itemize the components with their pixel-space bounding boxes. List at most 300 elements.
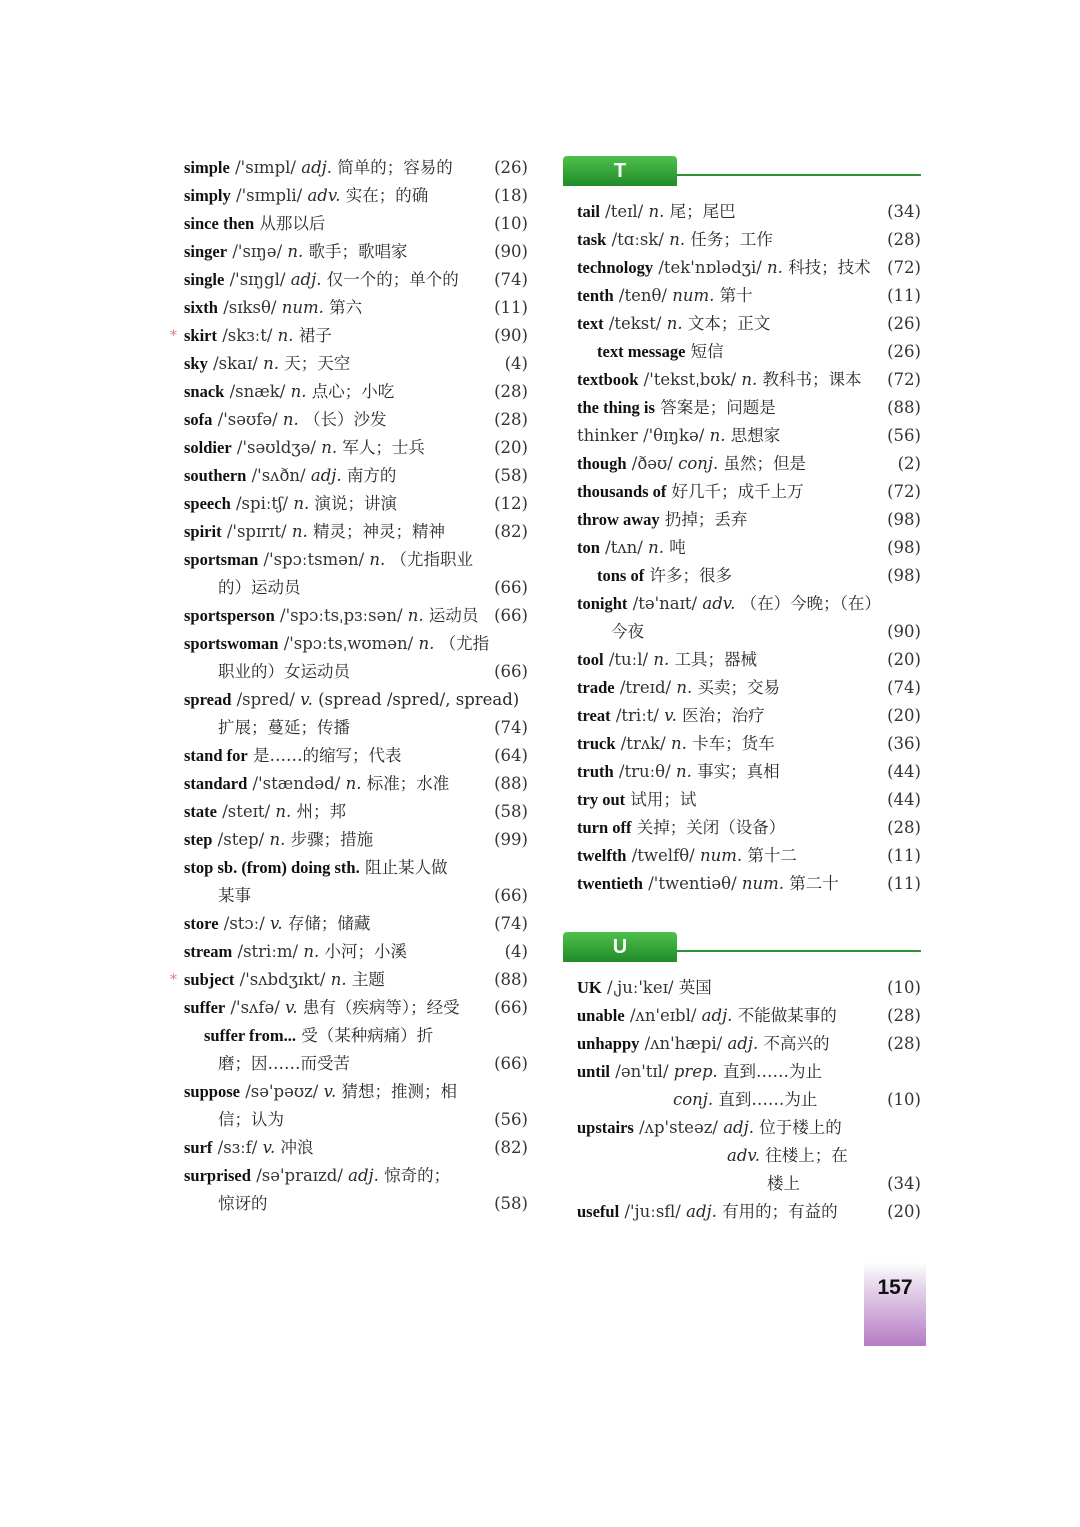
entry-text (577, 366, 862, 394)
unit-reference: (98) (887, 510, 921, 529)
unit-reference: (74) (494, 914, 528, 933)
part-of-speech: v. (285, 998, 298, 1017)
definition: 存储；储藏 (287, 914, 371, 933)
entry-text (184, 1190, 268, 1218)
definition: 直到……为止 (718, 1090, 818, 1109)
entry-text (577, 870, 839, 898)
unit-reference: (88) (887, 398, 921, 417)
phonetic: /'səʊldʒə/ (236, 438, 316, 457)
unit-reference: (90) (494, 326, 528, 345)
unit-reference: (72) (887, 258, 921, 277)
right-u-entry (563, 1114, 921, 1142)
entry-text (184, 966, 385, 994)
right-t-entry (563, 450, 921, 478)
unit-reference: (28) (494, 382, 528, 401)
definition: 精灵；神灵；精神 (312, 522, 445, 541)
left-entry (170, 1190, 528, 1218)
definition: 卡车；货车 (692, 734, 775, 753)
definition: 位于楼上的 (759, 1118, 842, 1137)
right-u-entry (563, 1002, 921, 1030)
left-entry (170, 714, 528, 742)
section-letter: T (563, 156, 677, 186)
right-t-entry (563, 758, 921, 786)
part-of-speech: adv. (727, 1146, 761, 1165)
part-of-speech: v. (300, 690, 313, 709)
headword: suffer (184, 998, 226, 1017)
entry-text (577, 730, 775, 758)
unit-reference: (20) (887, 650, 921, 669)
phonetic: /step/ (217, 830, 265, 849)
left-entry (170, 266, 528, 294)
definition: 患有（疾病等）；经受 (302, 998, 460, 1017)
phonetic: /tek'nɒlədʒi/ (658, 258, 762, 277)
unit-reference: (12) (494, 494, 528, 513)
definition: 南方的 (346, 466, 397, 485)
entry-text (184, 770, 449, 798)
headword: try out (577, 790, 626, 809)
unit-reference: (28) (887, 1006, 921, 1025)
asterisk-icon: * (170, 328, 177, 344)
part-of-speech: n. (676, 678, 693, 697)
unit-reference: (90) (494, 242, 528, 261)
headword: turn off (577, 818, 632, 837)
left-entry (170, 770, 528, 798)
unit-reference: (34) (887, 1174, 921, 1193)
right-t-entry (563, 338, 921, 366)
entry-text (577, 786, 696, 814)
left-entry (170, 294, 528, 322)
unit-reference: (56) (887, 426, 921, 445)
left-entry (170, 322, 528, 350)
phonetic: /'sʌfə/ (230, 998, 280, 1017)
entry-text (577, 646, 757, 674)
definition: 关掉；关闭（设备） (636, 818, 786, 837)
phonetic: /sə'pəʊz/ (245, 1082, 319, 1101)
headword: sportsman (184, 550, 259, 569)
right-t-entry (563, 478, 921, 506)
section-rule (673, 950, 921, 952)
headword: unhappy (577, 1034, 640, 1053)
entry-text (184, 854, 447, 882)
entry-text (184, 1050, 350, 1078)
phonetic: /'spɪrɪt/ (226, 522, 287, 541)
phonetic: /'sʌðn/ (251, 466, 306, 485)
headword: unable (577, 1006, 625, 1025)
phonetic: /tɑːsk/ (611, 230, 664, 249)
definition: 是……的缩写；代表 (252, 746, 402, 765)
entry-text (184, 210, 325, 238)
headword: text (577, 314, 604, 333)
unit-reference: (10) (494, 214, 528, 233)
phonetic: /ˌjuː'keɪ/ (607, 978, 674, 997)
right-t-entry (563, 842, 921, 870)
definition: 往楼上；在 (765, 1146, 848, 1165)
entry-text (184, 490, 397, 518)
phonetic: /'twentiəθ/ (648, 874, 737, 893)
unit-reference: (44) (887, 762, 921, 781)
headword: soldier (184, 438, 232, 457)
unit-reference: (2) (897, 454, 921, 473)
headword: standard (184, 774, 248, 793)
unit-reference: (36) (887, 734, 921, 753)
unit-reference: (10) (887, 978, 921, 997)
definition: 第十二 (747, 846, 797, 865)
entry-text (577, 338, 724, 366)
unit-reference: (11) (887, 874, 921, 893)
part-of-speech: adv. (307, 186, 341, 205)
phonetic: /ʌn'hæpi/ (644, 1034, 723, 1053)
entry-text (577, 1198, 838, 1226)
headword: truth (577, 762, 614, 781)
unit-reference: (10) (887, 1090, 921, 1109)
definition: 楼上 (767, 1174, 800, 1193)
phonetic: /tə'naɪt/ (632, 594, 698, 613)
unit-reference: (28) (887, 818, 921, 837)
headword: text message (597, 342, 686, 361)
unit-reference: (66) (494, 606, 528, 625)
definition: 答案是；问题是 (660, 398, 776, 417)
entry-text (184, 1106, 284, 1134)
part-of-speech: adj. (723, 1118, 754, 1137)
headword: since then (184, 214, 255, 233)
left-entry (170, 462, 528, 490)
entry-text (184, 798, 346, 826)
phonetic: /sɪksθ/ (223, 298, 277, 317)
definition: 主题 (351, 970, 385, 989)
entry-text (184, 462, 396, 490)
entry-text (184, 350, 350, 378)
left-entry (170, 378, 528, 406)
definition: （长）沙发 (304, 410, 387, 429)
headword: task (577, 230, 607, 249)
entry-text (577, 842, 797, 870)
unit-reference: (4) (504, 942, 528, 961)
unit-reference: (28) (494, 410, 528, 429)
entry-text (577, 758, 780, 786)
definition: 尾；尾巴 (669, 202, 736, 221)
part-of-speech: n. (282, 410, 299, 429)
headword: sky (184, 354, 208, 373)
phonetic: /spiːtʃ/ (236, 494, 289, 513)
right-t-entry (563, 618, 921, 646)
left-entry (170, 490, 528, 518)
definition: 信；认为 (218, 1110, 284, 1129)
headword: UK (577, 978, 602, 997)
left-entry (170, 882, 528, 910)
section-rule (673, 174, 921, 176)
headword: single (184, 270, 225, 289)
headword: ton (577, 538, 600, 557)
unit-reference: (26) (887, 342, 921, 361)
entry-text (184, 294, 362, 322)
unit-reference: (66) (494, 662, 528, 681)
part-of-speech: n. (418, 634, 435, 653)
part-of-speech: n. (369, 550, 386, 569)
unit-reference: (11) (887, 846, 921, 865)
headword: stand for (184, 746, 248, 765)
unit-reference: (56) (494, 1110, 528, 1129)
headword: though (577, 454, 627, 473)
left-entry (170, 546, 528, 574)
headword: southern (184, 466, 247, 485)
definition: 今夜 (611, 622, 644, 641)
right-t-entry (563, 226, 921, 254)
left-entry (170, 154, 528, 182)
definition: 第二十 (789, 874, 839, 893)
entry-text (577, 282, 753, 310)
entry-text (184, 714, 350, 742)
headword: state (184, 802, 217, 821)
definition: 有用的；有益的 (722, 1202, 838, 1221)
phonetic: /steɪt/ (222, 802, 271, 821)
unit-reference: (88) (494, 970, 528, 989)
entry-text (184, 630, 489, 658)
unit-reference: (20) (887, 706, 921, 725)
definition: 磨；因……而受苦 (218, 1054, 350, 1073)
part-of-speech: n. (669, 230, 686, 249)
headword: suffer from... (204, 1026, 296, 1045)
entry-text (577, 394, 776, 422)
part-of-speech: n. (675, 762, 692, 781)
part-of-speech: adj. (348, 1166, 379, 1185)
unit-reference: (99) (494, 830, 528, 849)
definition: 惊奇的； (384, 1166, 451, 1185)
definition: （尤指 (439, 634, 490, 653)
phonetic: /ən'tɪl/ (615, 1062, 669, 1081)
right-t-entry (563, 254, 921, 282)
headword: sofa (184, 410, 213, 429)
headword: simple (184, 158, 230, 177)
right-u-entry (563, 1170, 921, 1198)
definition: 运动员 (428, 606, 479, 625)
definition: 猜想；推测；相 (341, 1082, 457, 1101)
headword: tail (577, 202, 600, 221)
section-letter: U (563, 932, 677, 962)
definition: 工具；器械 (674, 650, 757, 669)
part-of-speech: n. (709, 426, 726, 445)
entry-text (577, 478, 804, 506)
entry-text (577, 1030, 829, 1058)
part-of-speech: conj. (678, 454, 719, 473)
entry-text (184, 1162, 450, 1190)
left-entry (170, 1106, 528, 1134)
definition: 小河；小溪 (324, 942, 407, 961)
phonetic: /'spɔːtsˌpɜːsən/ (280, 606, 403, 625)
unit-reference: (74) (494, 718, 528, 737)
right-u-entry (563, 1030, 921, 1058)
part-of-speech: num. (741, 874, 785, 893)
definition: 科技；技术 (788, 258, 871, 277)
entry-text (577, 254, 871, 282)
part-of-speech: num. (281, 298, 324, 317)
unit-reference: (20) (494, 438, 528, 457)
definition: 冲浪 (280, 1138, 314, 1157)
part-of-speech: adj. (701, 1006, 733, 1025)
entry-text (577, 1142, 848, 1170)
entry-text (577, 534, 686, 562)
entry-text (184, 938, 407, 966)
definition: （尤指职业 (390, 550, 474, 569)
right-u-entry (563, 1058, 921, 1086)
unit-reference: (72) (887, 370, 921, 389)
headword: the thing is (577, 398, 655, 417)
entry-text (577, 310, 770, 338)
left-entry (170, 602, 528, 630)
part-of-speech: n. (290, 382, 307, 401)
entry-text (577, 618, 644, 646)
entry-text (577, 226, 773, 254)
unit-reference: (66) (494, 886, 528, 905)
definition: 虽然；但是 (723, 454, 807, 473)
definition: 惊讶的 (218, 1194, 268, 1213)
definition: (spread /spred/, spread) (318, 690, 520, 709)
entry-text (577, 1170, 800, 1198)
phonetic: /truːθ/ (618, 762, 671, 781)
left-entry (170, 994, 528, 1022)
right-t-entry (563, 786, 921, 814)
part-of-speech: n. (648, 202, 665, 221)
part-of-speech: v. (270, 914, 283, 933)
right-t-entry (563, 394, 921, 422)
entry-text (184, 658, 350, 686)
headword: spirit (184, 522, 222, 541)
left-entry (170, 798, 528, 826)
unit-reference: (64) (494, 746, 528, 765)
unit-reference: (66) (494, 1054, 528, 1073)
headword: twelfth (577, 846, 627, 865)
headword: upstairs (577, 1118, 634, 1137)
entry-text (184, 434, 425, 462)
entry-text (577, 814, 785, 842)
definition: 英国 (678, 978, 712, 997)
headword: tool (577, 650, 604, 669)
headword: sportsperson (184, 606, 275, 625)
entry-text (184, 1078, 457, 1106)
right-u-entry (563, 1086, 921, 1114)
left-entry (170, 686, 528, 714)
part-of-speech: n. (321, 438, 338, 457)
entry-text (577, 506, 747, 534)
definition: 吨 (669, 538, 686, 557)
part-of-speech: n. (287, 242, 304, 261)
definition: 第六 (329, 298, 363, 317)
left-entry (170, 1050, 528, 1078)
part-of-speech: adv. (702, 594, 736, 613)
part-of-speech: n. (275, 802, 292, 821)
unit-reference: (58) (494, 1194, 528, 1213)
right-t-entry (563, 674, 921, 702)
phonetic: /tenθ/ (618, 286, 667, 305)
definition: 歌手；歌唱家 (308, 242, 408, 261)
definition: 好几千；成千上万 (671, 482, 804, 501)
entry-text (184, 518, 445, 546)
phonetic: /'stændəd/ (252, 774, 341, 793)
part-of-speech: adj. (686, 1202, 717, 1221)
right-t-entry (563, 506, 921, 534)
right-t-entry (563, 562, 921, 590)
headword: useful (577, 1202, 620, 1221)
entry-text (184, 1022, 433, 1050)
entry-text (184, 826, 373, 854)
definition: 教科书；课本 (762, 370, 862, 389)
headword: surf (184, 1138, 213, 1157)
entry-text (184, 686, 519, 714)
left-entry (170, 938, 528, 966)
left-entry (170, 518, 528, 546)
left-entry (170, 406, 528, 434)
part-of-speech: v. (323, 1082, 337, 1101)
unit-reference: (58) (494, 466, 528, 485)
entry-text (184, 378, 394, 406)
right-t-entry (563, 198, 921, 226)
section-t-header (563, 156, 921, 186)
phonetic: /tekst/ (608, 314, 662, 333)
definition: 演说；讲演 (314, 494, 397, 513)
phonetic: /ʌn'eɪbl/ (629, 1006, 697, 1025)
definition: 第十 (719, 286, 753, 305)
definition: 直到……为止 (723, 1062, 823, 1081)
left-entry (170, 910, 528, 938)
entry-text (184, 910, 370, 938)
unit-reference: (28) (887, 1034, 921, 1053)
definition: 职业的）女运动员 (218, 662, 350, 681)
unit-reference: (44) (887, 790, 921, 809)
phonetic: /sə'praɪzd/ (256, 1166, 343, 1185)
phonetic: /'sɪŋə/ (232, 242, 283, 261)
phonetic: /triːt/ (615, 706, 659, 725)
part-of-speech: n. (277, 326, 294, 345)
part-of-speech: v. (262, 1138, 276, 1157)
phonetic: /skɜːt/ (222, 326, 273, 345)
part-of-speech: adj. (310, 466, 342, 485)
headword: snack (184, 382, 225, 401)
definition: 短信 (690, 342, 724, 361)
headword: technology (577, 258, 654, 277)
headword: stream (184, 942, 233, 961)
part-of-speech: n. (653, 650, 670, 669)
entry-text (184, 602, 478, 630)
entry-text (577, 1086, 817, 1114)
part-of-speech: n. (767, 258, 783, 277)
part-of-speech: n. (293, 494, 310, 513)
unit-reference: (26) (887, 314, 921, 333)
definition: 受（某种病痛）折 (301, 1026, 434, 1045)
headword: throw away (577, 510, 660, 529)
entry-text (184, 266, 459, 294)
entry-text (577, 1002, 837, 1030)
entry-text (184, 574, 301, 602)
part-of-speech: num. (699, 846, 743, 865)
unit-reference: (34) (887, 202, 921, 221)
definition: 简单的；容易的 (337, 158, 453, 177)
left-entry (170, 1162, 528, 1190)
definition: 文本；正文 (687, 314, 771, 333)
entry-text (184, 1134, 313, 1162)
entry-text (184, 994, 460, 1022)
left-entry (170, 826, 528, 854)
definition: 军人；士兵 (342, 438, 425, 457)
entry-text (184, 742, 401, 770)
phonetic: /'sʌbdʒɪkt/ (239, 970, 326, 989)
entry-text (577, 702, 765, 730)
phonetic: /sɜːf/ (217, 1138, 258, 1157)
right-t-entry (563, 366, 921, 394)
left-entry (170, 1078, 528, 1106)
part-of-speech: v. (664, 706, 677, 725)
unit-reference: (20) (887, 1202, 921, 1221)
entry-text (577, 1058, 822, 1086)
right-t-entry (563, 646, 921, 674)
